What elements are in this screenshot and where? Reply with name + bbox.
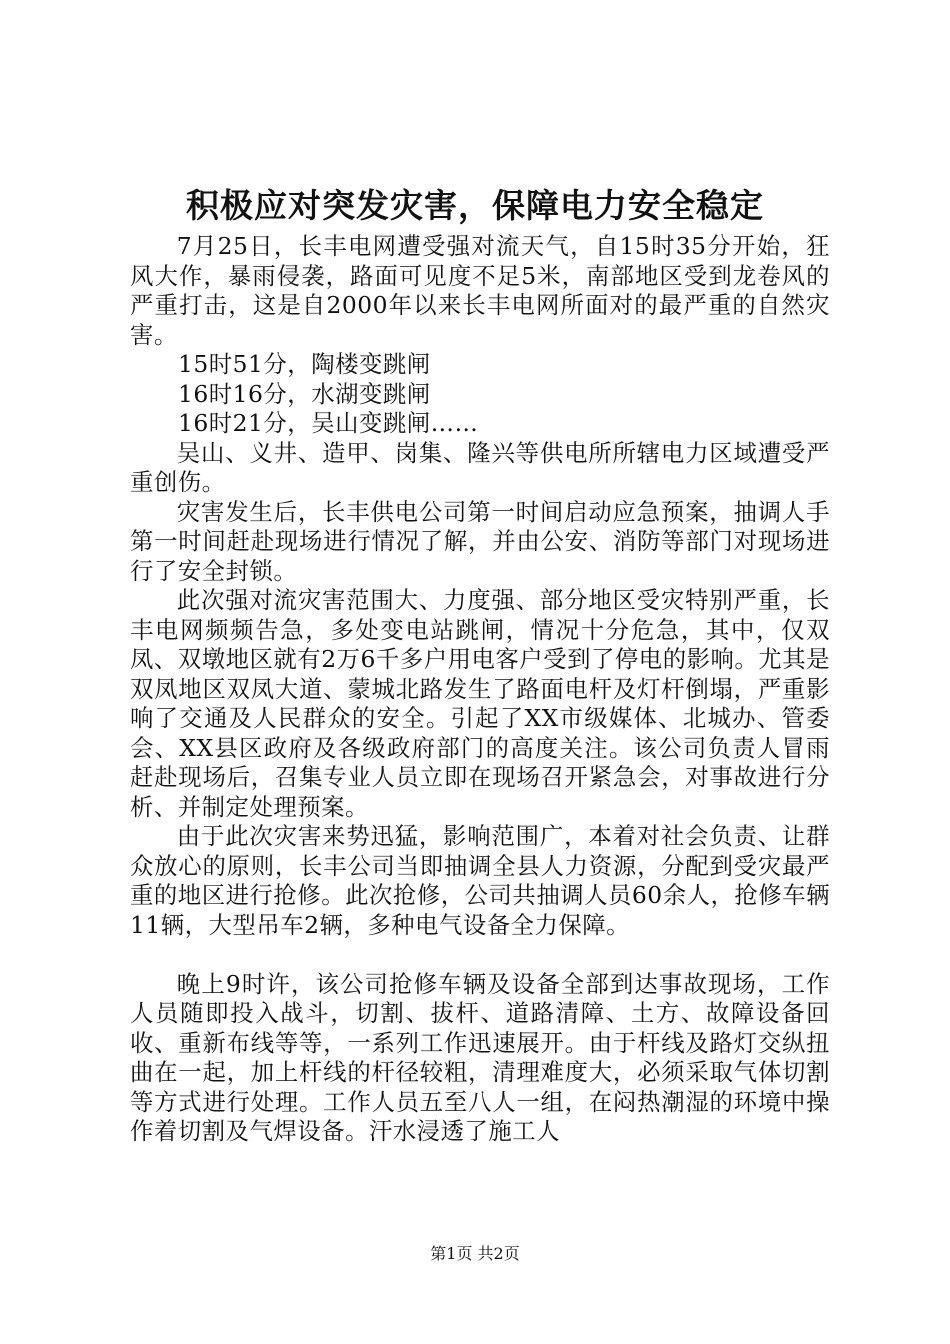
document-body (130, 232, 830, 1147)
trip-event-taolou: 15时51分，陶楼变跳闸 (178, 350, 431, 378)
trip-event-shuihu: 16时16分，水湖变跳闸 (178, 379, 431, 408)
paragraph-emergency-response: 灾害发生后，长丰供电公司第一时间启动应急预案，抽调人手第一时间赶赴现场进行情况了解，并由公安、消防等部门对现场进行了安全封锁。 (130, 497, 830, 585)
paragraph-repair-work: 晚上9时许，该公司抢修车辆及设备全部到达事故现场，工作人员随即投入战斗，切割、拔杆、道路清障、土方、故障设备回收、重新布线等等，一系列工作迅速展开。由于杆线及路灯交纵扭曲在一起，加上杆线的杆径较粗，清理难度大，必须采取气体切割等方式进行处理。工作人员五至八人一组，在闷热潮湿的环境中操作着切割及气焊设备。汗水浸透了施工人 (130, 969, 830, 1145)
paragraph-resource-allocation: 由于此次灾害来势迅猛，影响范围广，本着对社会负责、让群众放心的原则，长丰公司当即抽调全县人力资源，分配到受灾最严重的地区进行抢修。此次抢修，公司共抽调人员60余人，抢修车辆11辆，大型吊车2辆，多种电气设备全力保障。 (130, 822, 830, 939)
paragraph-spacer (130, 940, 830, 970)
page-number-footer: 第1页 共2页 (430, 1244, 520, 1263)
paragraph-affected-areas: 吴山、义井、造甲、岗集、隆兴等供电所所辖电力区域遭受严重创伤。 (130, 438, 830, 496)
trip-event-wushan: 16时21分，吴山变跳闸…… (178, 409, 479, 437)
paragraph-disaster-impact: 此次强对流灾害范围大、力度强、部分地区受灾特别严重，长丰电网频频告急，多处变电站跳闸，情况十分危急，其中，仅双凤、双墩地区就有2万6千多户用电客户受到了停电的影响。尤其是双凤地区双凤大道、蒙城北路发生了路面电杆及灯杆倒塌，严重影响了交通及人民群众的安全。引起了XX市级媒体、北城办、管委会、XX县区政府及各级政府部门的高度关注。该公司负责人冒雨赶赴现场后，召集专业人员立即在现场召开紧急会，对事故进行分析、并制定处理预案。 (130, 586, 830, 821)
paragraph-storm-intro: 7月25日，长丰电网遭受强对流天气，自15时35分开始，狂风大作，暴雨侵袭，路面可见度不足5米，南部地区受到龙卷风的严重打击，这是自2000年以来长丰电网所面对的最严重的自然灾害。 (130, 232, 830, 349)
document-title: 积极应对突发灾害，保障电力安全稳定 (186, 186, 764, 225)
